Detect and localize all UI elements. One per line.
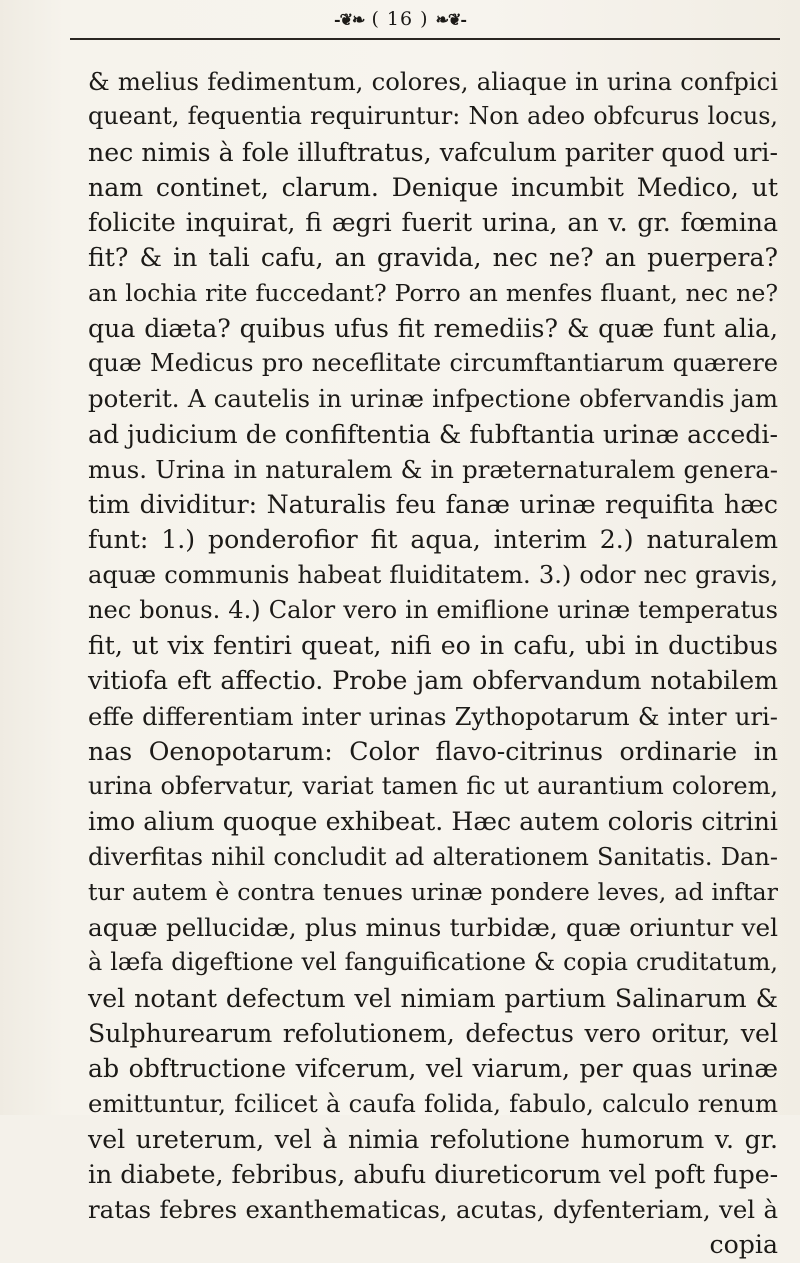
text-line: ab obftructione vifcerum, vel viarum, per quas urinæ (88, 1054, 778, 1083)
body-text (88, 64, 778, 1263)
text-line: Sulphurearum refolutionem, defectus vero oritur, vel (88, 1018, 778, 1048)
text-line: fit? & in tali cafu, an gravida, nec ne? an puerpera? (88, 243, 778, 273)
text-line: in diabete, febribus, abufu diureticorum vel poft fupe- (88, 1159, 779, 1189)
text-line: tim dividitur: Naturalis feu fanæ urinæ requifita hæc (88, 490, 778, 519)
text-line: aquæ pellucidæ, plus minus turbidæ, quæ oriuntur vel (88, 913, 778, 942)
text-line: ratas febres exanthematicas, acutas, dyfenteriam, vel à (88, 1195, 778, 1224)
text-line: vel ureterum, vel à nimia refolutione humorum v. gr. (88, 1124, 778, 1154)
text-line: nec bonus. 4.) Calor vero in emiflione urinæ temperatus (88, 595, 778, 624)
page-number: ( 16 ) (371, 8, 429, 30)
text-line: emittuntur, fcilicet à caufa folida, fabulo, calculo renum (88, 1089, 778, 1119)
text-line: imo alium quoque exhibeat. Hæc autem coloris citrini (88, 807, 778, 837)
text-line: effe differentiam inter urinas Zythopotarum & inter uri- (88, 701, 778, 731)
text-line: & melius fedimentum, colores, aliaque in urina confpici (88, 67, 778, 96)
text-line: nam continet, clarum. Denique incumbit Medico, ut (88, 172, 778, 202)
page-header (0, 8, 800, 30)
header-rule (70, 38, 780, 40)
text-line: fit, ut vix fentiri queat, nifi eo in cafu, ubi in ductibus (88, 631, 778, 660)
left-ornament: -❦❧ (333, 10, 365, 29)
right-ornament: ❧❦- (435, 10, 467, 29)
text-line: nec nimis à fole illuftratus, vafculum pariter quod uri- (88, 137, 778, 167)
text-line: urina obfervatur, variat tamen fic ut aurantium colorem, (88, 772, 778, 800)
text-line: quæ Medicus pro neceflitate circumftantiarum quærere (88, 349, 778, 377)
text-line: mus. Urina in naturalem & in præternaturalem genera- (88, 454, 778, 484)
text-line: folicite inquirat, fi ægri fuerit urina, an v. gr. fœmina (88, 208, 778, 237)
text-line: ad judicium de confiftentia & fubftantia urinæ accedi- (88, 419, 778, 449)
text-line: nas Oenopotarum: Color flavo-citrinus ordinarie in (88, 736, 778, 766)
text-line: funt: 1.) ponderofior fit aqua, interim 2.) naturalem (88, 525, 778, 555)
text-line: vel notant defectum vel nimiam partium Salinarum & (88, 983, 778, 1013)
text-line: queant, fequentia requiruntur: Non adeo obfcurus locus, (88, 102, 778, 131)
text-line: diverfitas nihil concludit ad alterationem Sanitatis. Dan- (88, 842, 778, 871)
text-line: poterit. A cautelis in urinæ infpectione obfervandis jam (88, 384, 778, 414)
catchword: copia (709, 1230, 778, 1260)
text-line: an lochia rite fuccedant? Porro an menfes fluant, nec ne? (88, 278, 778, 307)
text-line: à læfa digeftione vel fanguificatione & copia cruditatum, (88, 948, 778, 977)
text-line: vitiofa eft affectio. Probe jam obfervandum notabilem (88, 666, 778, 696)
text-line: tur autem è contra tenues urinæ pondere leves, ad inftar (88, 877, 778, 906)
text-line: qua diæta? quibus ufus fit remediis? & quæ funt alia, (88, 313, 778, 343)
text-line: aquæ communis habeat fluiditatem. 3.) odor nec gravis, (88, 560, 778, 589)
